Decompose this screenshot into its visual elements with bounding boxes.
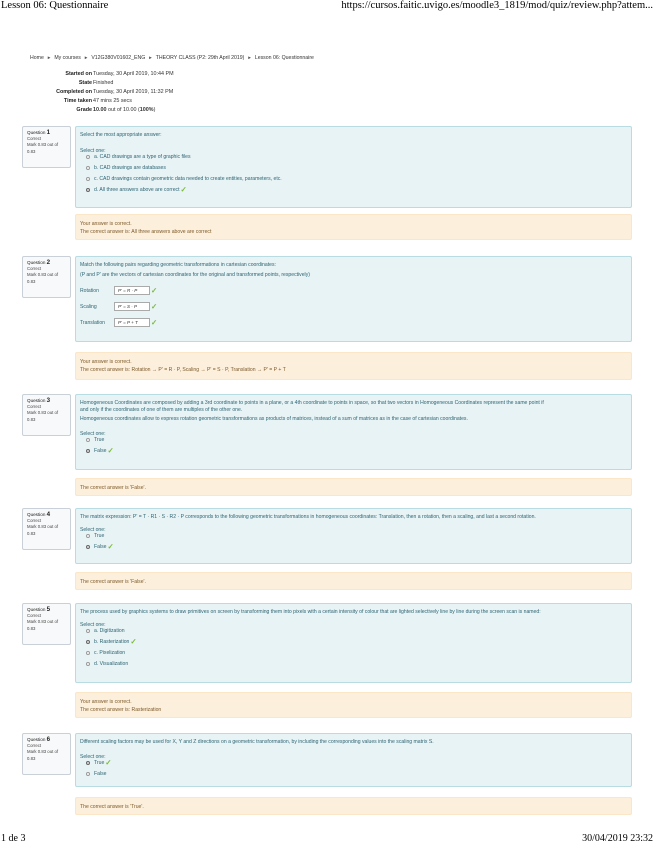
question-formulation-5 <box>75 603 632 683</box>
option-label: b. CAD drawings are databases <box>94 165 166 172</box>
feedback-correct: Your answer is correct. <box>80 221 132 227</box>
summary-grade-value <box>93 107 155 113</box>
correct-check-icon: ✓ <box>107 446 114 456</box>
radio-button[interactable] <box>86 662 90 666</box>
summary-value: Tuesday, 30 April 2019, 11:32 PM <box>93 89 174 96</box>
grade-percent: 100% <box>139 107 154 114</box>
summary-label: Started on <box>65 71 92 77</box>
match-row <box>80 286 627 302</box>
match-label: Rotation <box>80 288 99 295</box>
answer-option[interactable] <box>80 437 627 448</box>
radio-button[interactable] <box>86 534 90 538</box>
answer-option-selected[interactable] <box>80 544 627 555</box>
correct-check-icon: ✓ <box>151 318 158 328</box>
breadcrumb <box>30 55 314 61</box>
question-prompt: Different scaling factors may be used for X, Y and Z directions on a geometric transformation, by including the corresponding values into the scaling matrix S. <box>80 739 434 745</box>
summary-row-time <box>30 98 200 107</box>
breadcrumb-home[interactable]: Home <box>30 55 44 61</box>
answer-option-selected[interactable] <box>80 187 627 198</box>
summary-row-started <box>30 71 200 80</box>
summary-row-grade <box>30 107 200 116</box>
summary-row-completed <box>30 89 200 98</box>
print-title: Lesson 06: Questionnaire <box>1 0 109 11</box>
correct-check-icon: ✓ <box>105 758 112 768</box>
question-prompt: The process used by graphics systems to draw primitives on screen by transforming them into pixels with a certain intensity of colour that are lighted selectively line by line during the screen scan is named: <box>80 609 541 615</box>
question-num: 1 <box>46 129 51 136</box>
question-info-4 <box>22 508 71 550</box>
radio-button-selected[interactable] <box>86 640 90 644</box>
question-num: 5 <box>46 606 51 613</box>
breadcrumb-section[interactable]: THEORY CLASS (P2: 29th April 2019) <box>155 55 245 61</box>
question-label: Question <box>27 130 46 135</box>
grade-score: 10.00 <box>93 107 107 114</box>
print-datetime: 30/04/2019 23:32 <box>582 833 653 844</box>
question-outcome-1 <box>75 214 632 240</box>
option-label: b. Rasterization <box>94 639 130 646</box>
summary-value: Tuesday, 30 April 2019, 10:44 PM <box>93 71 174 77</box>
option-label: True <box>94 533 105 540</box>
feedback-right-answer: The correct answer is: Rotation → P' = R · P, Scaling → P' = S · P, Translation → P' = P + T <box>80 367 286 374</box>
question-prompt-note: Homogeneous coordinates allow to express rotation geometric transformations as products of matrices, instead of a sum of matrices as in the case of cartesian coordinates. <box>80 416 468 423</box>
feedback-correct: Your answer is correct. <box>80 699 132 705</box>
option-label: True <box>94 760 105 767</box>
question-status: Correct <box>27 613 42 619</box>
radio-button-selected[interactable] <box>86 188 90 192</box>
option-label: c. CAD drawings contain geometric data needed to create entities, parameters, etc. <box>94 176 282 183</box>
option-label: a. CAD drawings are a type of graphic files <box>94 154 191 161</box>
select-one-label: Select one: <box>80 147 106 154</box>
answer-option[interactable] <box>80 661 627 672</box>
question-outcome-3 <box>75 478 632 496</box>
summary-row-state <box>30 80 200 89</box>
match-select[interactable]: P' = R · P <box>114 286 150 295</box>
breadcrumb-separator-icon: ► <box>148 55 153 60</box>
question-formulation-4 <box>75 508 632 564</box>
correct-check-icon: ✓ <box>130 637 137 647</box>
question-mark: Mark 0.83 out of 0.83 <box>27 410 59 422</box>
question-num: 6 <box>46 736 51 743</box>
breadcrumb-quiz[interactable]: Lesson 06: Questionnaire <box>254 55 314 61</box>
question-prompt-cont: and only if the coordinates of one of them are multiples of the other one. <box>80 406 243 413</box>
option-label: d. Visualization <box>94 661 129 668</box>
select-one-label: Select one: <box>80 526 106 533</box>
print-header <box>0 0 655 14</box>
match-select[interactable]: P' = S · P <box>114 302 150 311</box>
question-info-6 <box>22 733 71 775</box>
answer-option[interactable] <box>80 533 627 544</box>
breadcrumb-separator-icon: ► <box>247 55 252 60</box>
question-outcome-6 <box>75 797 632 815</box>
feedback-right-answer: The correct answer is 'True'. <box>80 804 144 810</box>
answer-option[interactable] <box>80 165 627 176</box>
radio-button-selected[interactable] <box>86 449 90 453</box>
feedback-right-answer: The correct answer is 'False'. <box>80 485 146 491</box>
feedback-right-answer: The correct answer is: Rasterization <box>80 707 162 714</box>
question-prompt: Homogeneous Coordinates are composed by adding a 3rd coordinate to points in a plane, or a 4th coordinate to points in space, so that two vectors in Homogeneous Coordinates represent the same point if <box>80 400 544 406</box>
correct-check-icon: ✓ <box>107 542 114 552</box>
feedback-right-answer: The correct answer is: All three answers above are correct <box>80 229 212 236</box>
correct-check-icon: ✓ <box>180 185 187 195</box>
match-select[interactable]: P' = P + T <box>114 318 150 327</box>
question-mark: Mark 0.83 out of 0.83 <box>27 749 59 761</box>
question-label: Question <box>27 737 46 742</box>
question-info-1 <box>22 126 71 168</box>
feedback-correct: Your answer is correct. <box>80 359 132 365</box>
summary-value: Finished <box>93 80 114 87</box>
question-mark: Mark 0.83 out of 0.83 <box>27 524 59 536</box>
question-outcome-5 <box>75 692 632 718</box>
question-mark: Mark 0.83 out of 0.83 <box>27 142 59 154</box>
question-info-3 <box>22 394 71 436</box>
question-formulation-1 <box>75 126 632 208</box>
answer-option[interactable] <box>80 628 627 639</box>
breadcrumb-course[interactable]: V12G380V01602_ENG <box>91 55 146 61</box>
option-label: a. Digitization <box>94 628 125 635</box>
option-label: c. Pixelization <box>94 650 126 657</box>
match-row <box>80 318 627 334</box>
answer-option[interactable] <box>80 771 627 782</box>
attempt-summary <box>30 71 200 116</box>
question-info-2 <box>22 256 71 298</box>
question-num: 4 <box>46 511 51 518</box>
answer-option-selected[interactable] <box>80 639 627 650</box>
option-label: True <box>94 437 105 444</box>
breadcrumb-separator-icon: ► <box>46 55 52 60</box>
radio-button[interactable] <box>86 629 90 633</box>
summary-label: Grade <box>76 107 92 114</box>
radio-button[interactable] <box>86 177 90 181</box>
question-outcome-4 <box>75 572 632 590</box>
summary-label: Time taken <box>63 98 92 105</box>
summary-label: Completed on <box>56 89 92 96</box>
question-info-5 <box>22 603 71 645</box>
answer-option[interactable] <box>80 650 627 661</box>
breadcrumb-separator-icon: ► <box>83 55 89 60</box>
breadcrumb-my-courses[interactable]: My courses <box>54 55 81 61</box>
question-prompt: Match the following pairs regarding geometric transformations in cartesian coordinates: <box>80 262 276 268</box>
question-mark: Mark 0.83 out of 0.83 <box>27 272 59 284</box>
question-formulation-3 <box>75 394 632 470</box>
question-prompt: The matrix expression: P' = T · R1 · S · R2 · P corresponds to the following geometric transformations in homogeneous coordinates: Translation, then a rotation, then a scaling, and last a second rotation. <box>80 514 536 520</box>
correct-check-icon: ✓ <box>151 286 158 296</box>
answer-option[interactable] <box>80 154 627 165</box>
answer-option[interactable] <box>80 176 627 187</box>
match-label: Translation <box>80 320 106 327</box>
question-formulation-2 <box>75 256 632 342</box>
grade-out-of: out of 10.00 ( <box>106 107 140 114</box>
question-prompt: Select the most appropriate answer: <box>80 132 162 138</box>
match-row <box>80 302 627 318</box>
question-num: 2 <box>46 259 51 266</box>
grade-close: ) <box>153 107 156 114</box>
select-one-label: Select one: <box>80 430 106 437</box>
feedback-right-answer: The correct answer is 'False'. <box>80 579 146 585</box>
correct-check-icon: ✓ <box>151 302 158 312</box>
radio-button[interactable] <box>86 651 90 655</box>
select-one-label: Select one: <box>80 621 106 628</box>
summary-value: 47 mins 25 secs <box>93 98 132 105</box>
radio-button[interactable] <box>86 772 90 776</box>
option-label: False <box>94 544 107 551</box>
page-number: 1 de 3 <box>1 833 26 844</box>
question-prompt-note: (P and P' are the vectors of cartesian coordinates for the original and transformed points, respectively) <box>80 271 310 278</box>
option-label: d. All three answers above are correct <box>94 187 180 194</box>
summary-label: State <box>78 80 92 87</box>
question-status: Correct <box>27 743 42 749</box>
question-outcome-2 <box>75 352 632 380</box>
match-label: Scaling <box>80 304 97 311</box>
question-label: Question <box>27 512 46 517</box>
option-label: False <box>94 448 107 455</box>
radio-button[interactable] <box>86 438 90 442</box>
question-label: Question <box>27 398 46 403</box>
question-formulation-6 <box>75 733 632 787</box>
question-num: 3 <box>46 397 51 404</box>
question-mark: Mark 0.83 out of 0.83 <box>27 619 59 631</box>
radio-button[interactable] <box>86 155 90 159</box>
answer-option-selected[interactable] <box>80 760 627 771</box>
print-url: https://cursos.faitic.uvigo.es/moodle3_1819/mod/quiz/review.php?attem... <box>341 0 653 11</box>
select-one-label: Select one: <box>80 753 106 760</box>
question-label: Question <box>27 260 46 265</box>
answer-option-selected[interactable] <box>80 448 627 459</box>
radio-button-selected[interactable] <box>86 545 90 549</box>
question-status: Correct <box>27 404 42 410</box>
radio-button-selected[interactable] <box>86 761 90 765</box>
question-status: Correct <box>27 518 42 524</box>
radio-button[interactable] <box>86 166 90 170</box>
option-label: False <box>94 771 107 778</box>
question-label: Question <box>27 607 46 612</box>
question-status: Correct <box>27 266 42 272</box>
question-status: Correct <box>27 136 42 142</box>
